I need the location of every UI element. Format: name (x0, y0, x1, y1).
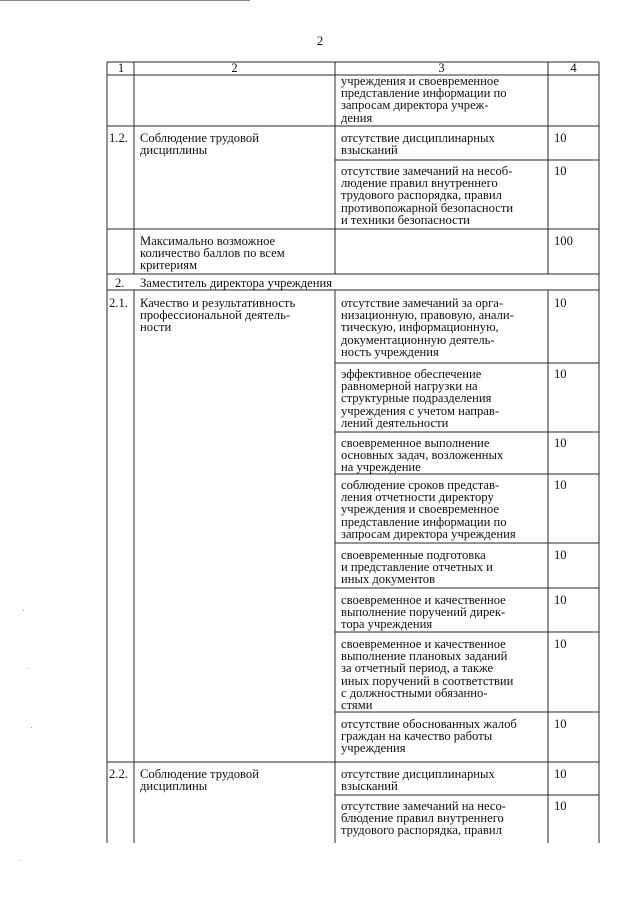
score-value: 10 (554, 767, 567, 781)
row-number: 2.2. (109, 767, 128, 781)
score-value: 100 (554, 234, 573, 248)
criterion-text: своевременные подготовка и представление отчетных и иных документов (341, 548, 493, 587)
header-col-3: 3 (438, 61, 445, 75)
criterion-text: отсутствие дисциплинарных взысканий (341, 131, 495, 158)
indicator-name: Качество и результативность профессиональной деятель- ности (140, 296, 296, 335)
criterion-text: отсутствие обоснованных жалоб граждан на качество работы учреждения (341, 717, 517, 756)
page-number: 2 (316, 33, 324, 48)
score-value: 10 (554, 548, 567, 562)
header-col-2: 2 (231, 61, 238, 75)
score-value: 10 (554, 164, 567, 178)
scan-speck (19, 860, 20, 861)
score-value: 10 (554, 478, 567, 492)
scan-speck (23, 610, 24, 611)
criterion-text: отсутствие дисциплинарных взысканий (341, 767, 495, 794)
score-value: 10 (554, 799, 567, 813)
score-value: 10 (554, 367, 567, 381)
indicator-name: Максимально возможное количество баллов по всем критериям (140, 234, 285, 273)
row-number: 2. (115, 276, 125, 290)
row-number: 2.1. (109, 296, 128, 310)
criterion-text: отсутствие замечаний на несоб- людение правил внутреннего трудового распорядка, правил противопожарной безопасности и техники безопасности (341, 164, 514, 227)
score-value: 10 (554, 436, 567, 450)
score-value: 10 (554, 296, 567, 310)
criterion-text: соблюдение сроков представ- ления отчетности директору учреждения и своевременное представление информации по запросам директора учреждения (341, 478, 516, 541)
header-col-1: 1 (117, 61, 125, 75)
indicator-name: Соблюдение трудовой дисциплины (140, 131, 259, 158)
criterion-text: отсутствие замечаний на несо- блюдение правил внутреннего трудового распорядка, правил (341, 799, 506, 838)
score-value: 10 (554, 637, 567, 651)
criterion-text: своевременное выполнение основных задач, возложенных на учреждение (341, 436, 504, 475)
score-value: 10 (554, 131, 567, 145)
score-value: 10 (554, 717, 567, 731)
row-number: 1.2. (109, 131, 128, 145)
header-col-4: 4 (570, 61, 577, 75)
criterion-text: эффективное обеспечение равномерной нагрузки на структурные подразделения учреждения с учетом направ- лений деятельности (341, 367, 500, 430)
criterion-text: своевременное и качественное выполнение плановых заданий за отчетный период, а также иных поручений в соответствии с должностными обязанно- стями (341, 637, 514, 713)
scan-speck (27, 668, 28, 669)
section-title: Заместитель директора учреждения (140, 276, 333, 290)
scan-speck (31, 727, 32, 728)
criterion-text: отсутствие замечаний за орга- низационную, правовую, анали- тическую, информационную, документационную деятель- ность учреждения (341, 296, 514, 359)
criterion-text: своевременное и качественное выполнение поручений дирек- тора учреждения (341, 593, 506, 632)
score-value: 10 (554, 593, 567, 607)
criterion-text: учреждения и своевременное представление информации по запросам директора учреж- дения (341, 74, 507, 125)
indicator-name: Соблюдение трудовой дисциплины (140, 767, 259, 794)
